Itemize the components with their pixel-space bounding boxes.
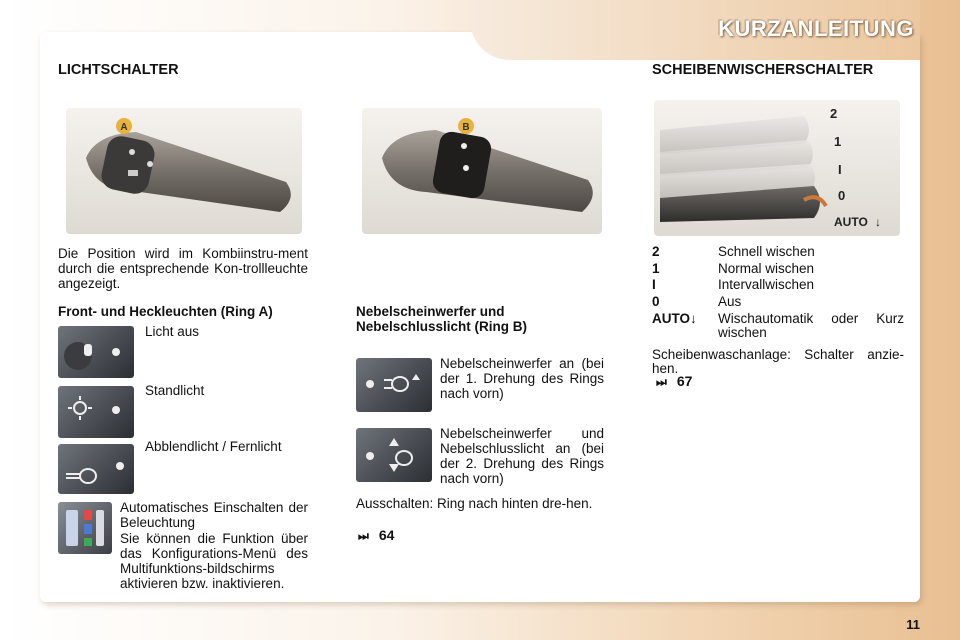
wiper-pos-2: 2 [830, 106, 838, 121]
fog-off-text: Ausschalten: Ring nach hinten dre-hen. [356, 496, 593, 511]
ring-b-thumb-front-rear-fog [356, 428, 432, 482]
wiper-page-reference [656, 373, 692, 390]
light-page-reference [358, 527, 394, 544]
wiper-ref-page: 67 [676, 373, 693, 389]
wiper-key: 2 [652, 244, 660, 259]
page-title: KURZANLEITUNG [718, 16, 914, 41]
wiper-row-normal [652, 261, 904, 278]
skip-forward-icon: ⏭ [656, 375, 667, 389]
marker-b: B [462, 122, 470, 133]
wiper-switch-photo [654, 100, 900, 236]
wiper-row-fast [652, 244, 904, 261]
page-number: 11 [906, 617, 920, 632]
marker-a: A [120, 122, 128, 133]
auto-lighting-text: Automatisches Einschalten der Beleuchtung [120, 500, 308, 530]
wiper-positions-list [652, 244, 904, 376]
ring-a-thumb-parking [58, 386, 134, 438]
wiper-label: Normal wischen [718, 260, 815, 276]
ring-a-title: Front- und Heckleuchten (Ring A) [58, 304, 273, 319]
wiper-label: Wischautomatik oder Kurz wischen [718, 311, 904, 340]
wiper-key: 0 [652, 293, 660, 309]
light-switch-photo-ring-b [362, 108, 602, 234]
ring-a-thumb-low-beam [58, 444, 134, 494]
down-arrow-icon: ↓ [690, 311, 697, 326]
ring-b-title: Nebelscheinwerfer und Nebelschlusslicht (Ring B) [356, 304, 528, 334]
ring-a-thumb-off [58, 326, 134, 378]
wiper-label: Aus [718, 293, 742, 309]
wiper-label: Intervallwischen [718, 277, 815, 292]
light-switch-title: LICHTSCHALTER [58, 62, 179, 78]
ring-b-item-front-fog: Nebelscheinwerfer an (bei der 1. Drehung des Rings nach vorn) [440, 356, 604, 401]
ring-b-thumb-front-fog [356, 358, 432, 412]
light-ref-page: 64 [378, 527, 395, 543]
ring-a-item-parking: Standlicht [145, 383, 205, 398]
light-switch-photo-ring-a [66, 108, 302, 234]
light-position-intro: Die Position wird im Kombiinstru-ment durch die entsprechende Kon-trollleuchte angezeigt. [58, 246, 308, 291]
wiper-pos-auto-arrow-icon: ↓ [875, 215, 881, 229]
washer-text: Scheibenwaschanlage: Schalter anzie-hen. [652, 347, 904, 376]
wiper-row-off [652, 294, 904, 311]
wiper-key: 1 [652, 260, 660, 276]
ring-a-item-low-high-beam: Abblendlicht / Fernlicht [145, 439, 282, 454]
wiper-pos-1: 1 [834, 134, 842, 149]
auto-lighting-thumb [58, 502, 112, 554]
ring-a-item-off: Licht aus [145, 324, 200, 339]
auto-lighting-config-text: Sie können die Funktion über das Konfigurations-Menü des Multifunktions-bildschirms aktivieren bzw. inaktivieren. [120, 531, 308, 591]
ring-b-item-front-rear-fog: Nebelscheinwerfer und Nebelschlusslicht an (bei der 2. Drehung des Rings nach vorn) [440, 426, 604, 486]
wiper-pos-0: 0 [838, 188, 846, 203]
wiper-key: AUTO [652, 311, 691, 326]
wiper-label: Schnell wischen [718, 244, 815, 259]
wiper-key: I [652, 277, 656, 292]
wiper-key-auto [652, 312, 718, 340]
wiper-pos-auto: AUTO [834, 215, 868, 229]
wiper-row-interval [652, 277, 904, 294]
wiper-pos-i: I [838, 162, 842, 177]
wiper-switch-title: SCHEIBENWISCHERSCHALTER [652, 62, 874, 78]
wiper-row-auto [652, 312, 904, 340]
skip-forward-icon: ⏭ [358, 529, 369, 543]
